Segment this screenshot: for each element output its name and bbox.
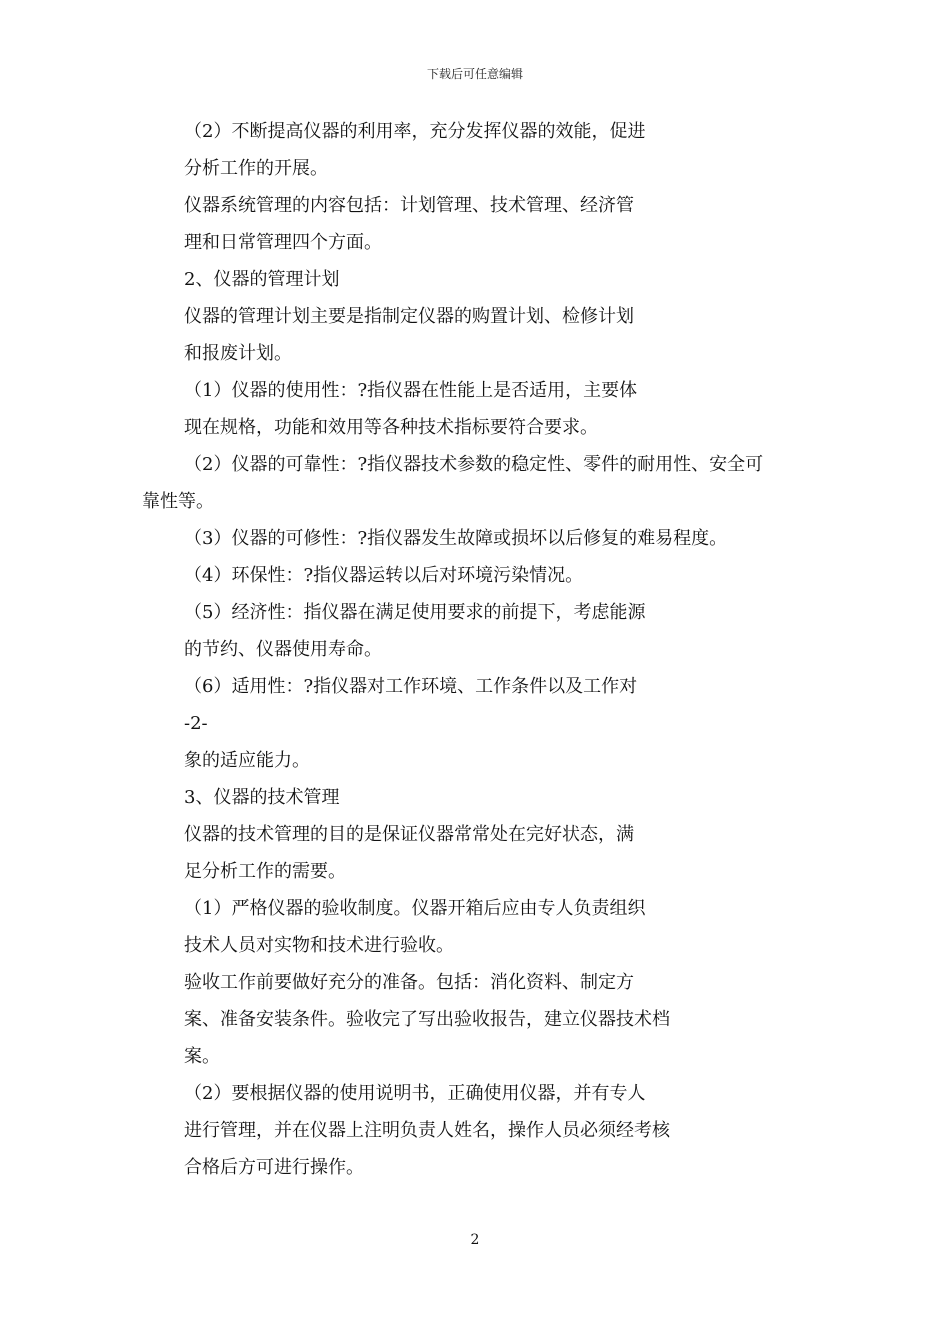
text-line: （2）仪器的可靠性：?指仪器技术参数的稳定性、零件的耐用性、安全可 <box>184 454 764 475</box>
text-line: 进行管理，并在仪器上注明负责人姓名，操作人员必须经考核 <box>184 1120 670 1141</box>
text-line: 现在规格，功能和效用等各种技术指标要符合要求。 <box>184 417 598 438</box>
text-line: 仪器的管理计划主要是指制定仪器的购置计划、检修计划 <box>184 306 634 327</box>
text-line: （2）不断提高仪器的利用率，充分发挥仪器的效能，促进 <box>184 121 646 142</box>
text-line: （2）要根据仪器的使用说明书，正确使用仪器，并有专人 <box>184 1083 646 1104</box>
text-line: （3）仪器的可修性：?指仪器发生故障或损坏以后修复的难易程度。 <box>184 528 728 549</box>
section-heading: 2、仪器的管理计划 <box>184 269 340 290</box>
text-line: 分析工作的开展。 <box>184 158 328 179</box>
text-line: （5）经济性：指仪器在满足使用要求的前提下，考虑能源 <box>184 602 646 623</box>
text-line: 理和日常管理四个方面。 <box>184 232 382 253</box>
text-line: 的节约、仪器使用寿命。 <box>184 639 382 660</box>
text-line: 验收工作前要做好充分的准备。包括：消化资料、制定方 <box>184 972 634 993</box>
text-line: 和报废计划。 <box>184 343 292 364</box>
text-line: 足分析工作的需要。 <box>184 861 346 882</box>
text-line: 象的适应能力。 <box>184 750 310 771</box>
text-line: 仪器的技术管理的目的是保证仪器常常处在完好状态，满 <box>184 824 634 845</box>
page-header: 下载后可任意编辑 <box>426 67 523 81</box>
inline-page-marker: -2- <box>184 713 208 734</box>
page-number: 2 <box>470 1232 480 1248</box>
section-heading: 3、仪器的技术管理 <box>184 787 340 808</box>
text-line: 靠性等。 <box>142 491 214 512</box>
text-line: 技术人员对实物和技术进行验收。 <box>184 935 454 956</box>
text-line: 案。 <box>184 1046 220 1067</box>
text-line: 合格后方可进行操作。 <box>184 1157 364 1178</box>
text-line: （6）适用性：?指仪器对工作环境、工作条件以及工作对 <box>184 676 638 697</box>
text-line: 仪器系统管理的内容包括：计划管理、技术管理、经济管 <box>184 195 634 216</box>
text-line: （1）严格仪器的验收制度。仪器开箱后应由专人负责组织 <box>184 898 646 919</box>
text-line: 案、准备安装条件。验收完了写出验收报告，建立仪器技术档 <box>184 1009 670 1030</box>
text-line: （1）仪器的使用性：?指仪器在性能上是否适用，主要体 <box>184 380 638 401</box>
text-line: （4）环保性：?指仪器运转以后对环境污染情况。 <box>184 565 584 586</box>
